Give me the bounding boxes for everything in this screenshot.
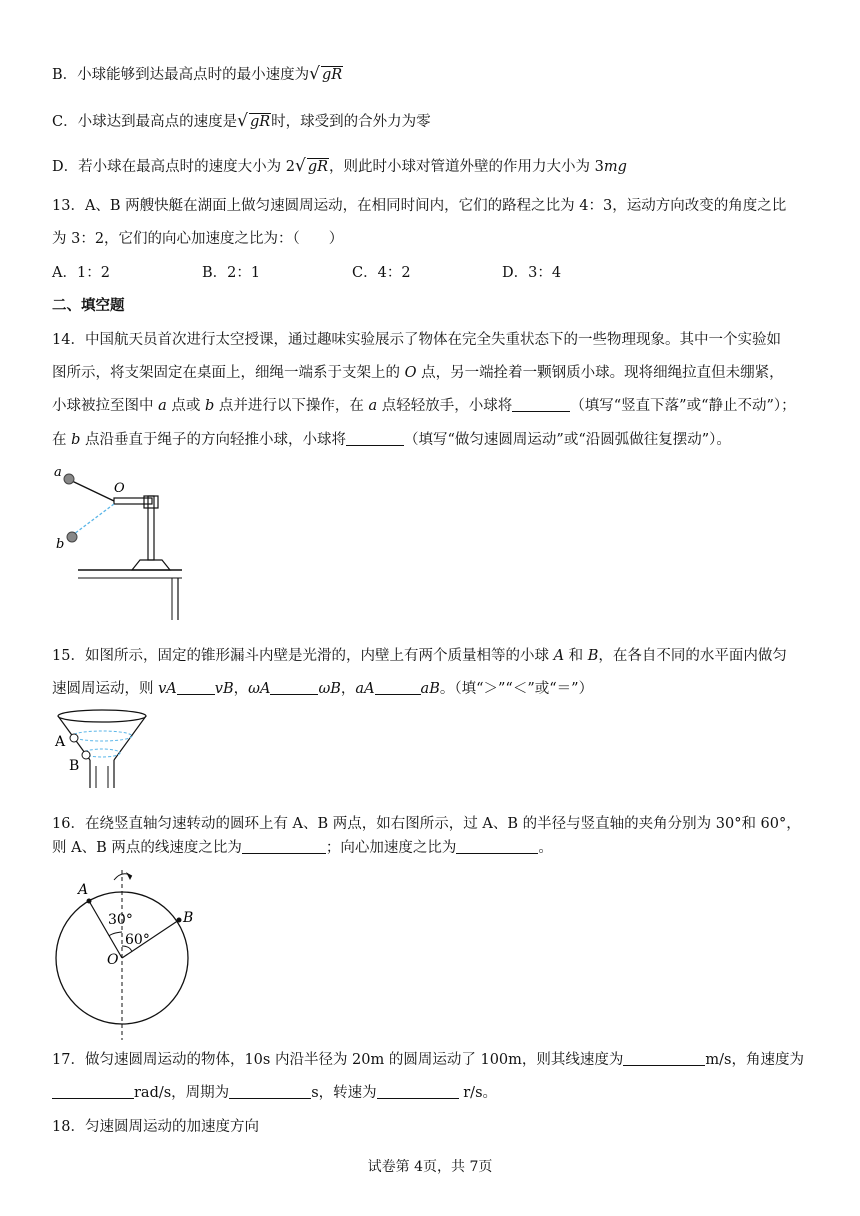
fig-label-o: O	[114, 481, 125, 496]
q14-figure-stand	[52, 462, 192, 622]
q15-line1: 15．如图所示，固定的锥形漏斗内壁是光滑的，内壁上有两个质量相等的小球 A 和 B，在各自不同的水平面内做匀	[52, 648, 787, 664]
answer-blank[interactable]	[623, 1050, 705, 1066]
q13-option-b: B．2：1	[202, 265, 261, 281]
q16-line2: 则 A、B 两点的线速度之比为 ；向心加速度之比为 。	[52, 840, 553, 856]
q13-option-a: A．1：2	[52, 265, 110, 281]
answer-blank[interactable]	[229, 1083, 311, 1099]
q14-line1: 14．中国航天员首次进行太空授课，通过趣味实验展示了物体在完全失重状态下的一些物理现象。其中一个实验如	[52, 332, 781, 348]
fig-label-o: O	[107, 952, 119, 968]
answer-blank[interactable]	[52, 1083, 134, 1099]
q13-line2: 为 3：2，它们的向心加速度之比为：（ ）	[52, 231, 344, 247]
q16-figure-ring	[52, 866, 212, 1042]
q14-line4: 在 b 点沿垂直于绳子的方向轻推小球，小球将 （填写“做匀速圆周运动”或“沿圆弧做往复摆动”）。	[52, 432, 731, 448]
q17-line1: 17．做匀速圆周运动的物体，10s 内沿半径为 20m 的圆周运动了 100m，则其线速度为 m/s，角速度为	[52, 1052, 804, 1068]
q15-figure-funnel	[52, 708, 152, 790]
q13-options	[52, 263, 561, 283]
fig-label-a: A	[78, 882, 89, 898]
q14-line3: 小球被拉至图中 a 点或 b 点并进行以下操作，在 a 点轻轻放手，小球将 （填写“竖直下落”或“静止不动”）；	[52, 398, 796, 414]
q12-option-b: B．小球能够到达最高点时的最小速度为√ gR	[52, 64, 343, 84]
page-footer: 试卷第 4页，共 7页	[367, 1159, 493, 1175]
q15-line2: 速圆周运动，则 vA vB，ωA ωB，aA aB。（填“＞”“＜”或“＝”）	[52, 681, 594, 697]
sqrt-expression: √ gR	[294, 156, 329, 176]
fig-label-b: B	[183, 910, 194, 926]
q16-line1: 16．在绕竖直轴匀速转动的圆环上有 A、B 两点，如右图所示，过 A、B 的半径与竖直轴的夹角分别为 30°和 60°，	[52, 816, 801, 832]
fig-angle-60: 60°	[125, 932, 150, 948]
answer-blank[interactable]	[512, 396, 570, 412]
answer-blank[interactable]	[242, 838, 326, 854]
answer-blank[interactable]	[375, 679, 421, 695]
answer-blank[interactable]	[456, 838, 538, 854]
section-title: 二、填空题	[52, 297, 125, 314]
answer-blank[interactable]	[346, 430, 404, 446]
q12-option-c: C．小球达到最高点的速度是√ gR时，球受到的合外力为零	[52, 111, 431, 131]
q13-line1: 13．A、B 两艘快艇在湖面上做匀速圆周运动，在相同时间内，它们的路程之比为 4：3，运动方向改变的角度之比	[52, 198, 787, 214]
q13-option-d: D．3：4	[502, 265, 562, 281]
fig-label-a: A	[55, 734, 66, 750]
answer-blank[interactable]	[377, 1083, 459, 1099]
q12-option-d: D．若小球在最高点时的速度大小为 2√ gR，则此时小球对管道外壁的作用力大小为 3mg	[52, 156, 627, 176]
sqrt-expression: √ gR	[237, 111, 271, 131]
fig-label-a: a	[54, 465, 62, 480]
q17-line2: rad/s，周期为 s，转速为 r/s。	[52, 1083, 497, 1103]
sqrt-expression: √ gR	[309, 64, 343, 84]
fig-angle-30: 30°	[108, 912, 133, 928]
fig-label-b: b	[56, 537, 65, 552]
q14-line2: 图所示，将支架固定在桌面上，细绳一端系于支架上的 O 点，另一端拴着一颗钢质小球。现将细绳拉直但未绷紧，	[52, 365, 784, 381]
q18-text: 18．匀速圆周运动的加速度方向	[52, 1119, 259, 1135]
fig-label-b: B	[69, 758, 80, 774]
answer-blank[interactable]	[270, 679, 318, 695]
q13-option-c: C．4：2	[352, 265, 411, 281]
answer-blank[interactable]	[177, 679, 215, 695]
